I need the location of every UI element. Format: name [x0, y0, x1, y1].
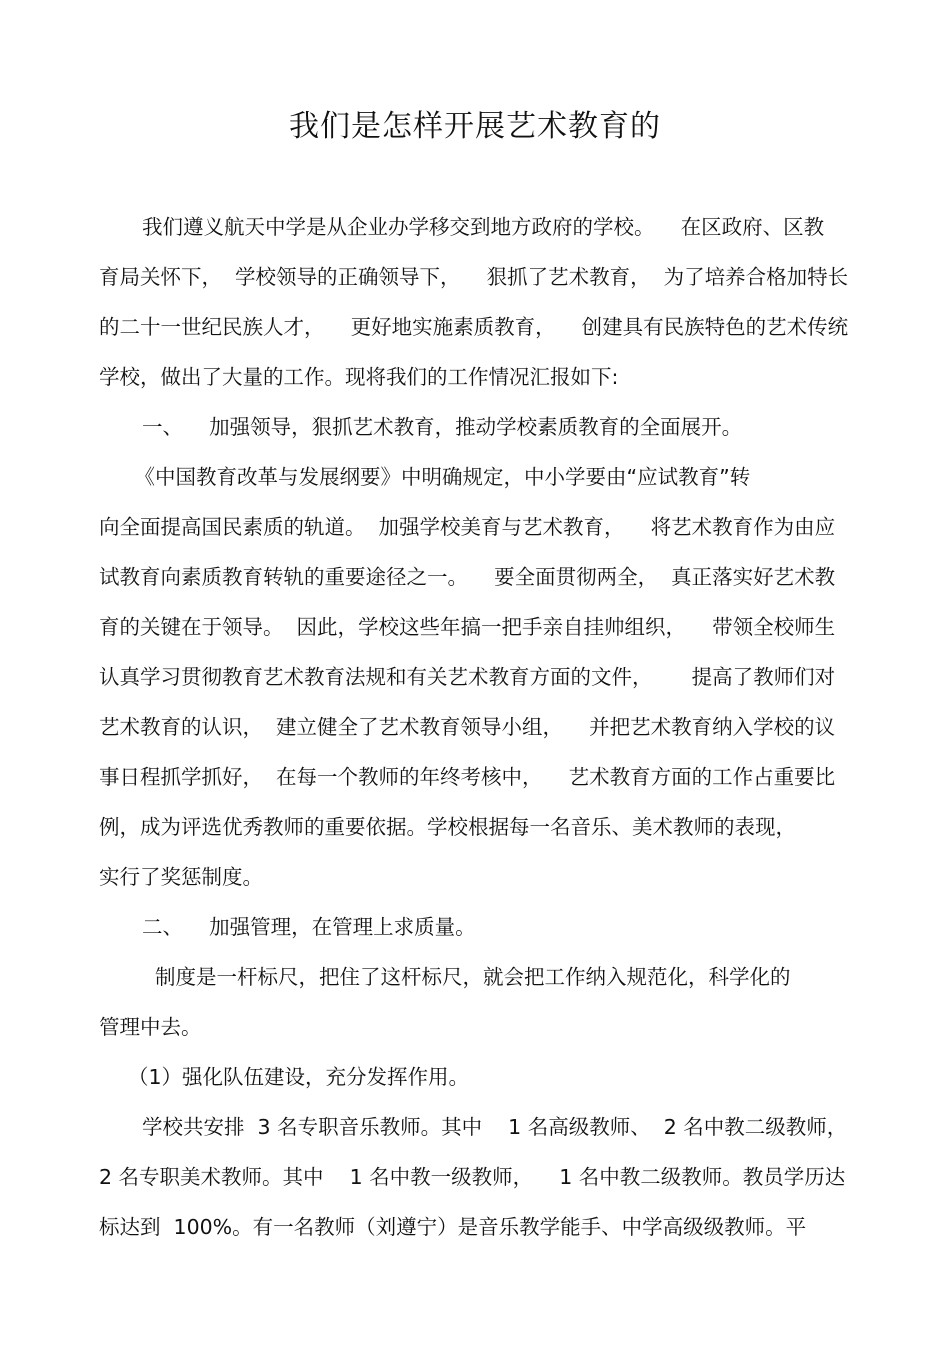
paragraph-line: 艺术教育的认识， 建立健全了艺术教育领导小组， 并把艺术教育纳入学校的议: [99, 715, 836, 739]
paragraph-line: 《中国教育改革与发展纲要》中明确规定，中小学要由“应试教育”转: [128, 465, 751, 489]
document-title: 我们是怎样开展艺术教育的: [289, 109, 661, 144]
paragraph-line: 认真学习贯彻教育艺术教育法规和有关艺术教育方面的文件， 提高了教师们对: [99, 665, 836, 689]
paragraph-line: 管理中去。: [99, 1015, 202, 1039]
paragraph-line: 的二十一世纪民族人才， 更好地实施素质教育， 创建具有民族特色的艺术传统: [99, 315, 849, 339]
paragraph-line: 向全面提高国民素质的轨道。 加强学校美育与艺术教育， 将艺术教育作为由应: [99, 515, 836, 539]
paragraph-line: 实行了奖惩制度。: [99, 865, 263, 889]
section-heading-1: 一、 加强领导，狠抓艺术教育，推动学校素质教育的全面展开。: [142, 415, 743, 439]
paragraph-line: 学校，做出了大量的工作。现将我们的工作情况汇报如下:: [99, 365, 619, 389]
paragraph-line: 2 名专职美术教师。其中 1 名中教一级教师， 1 名中教二级教师。教员学历达: [99, 1165, 846, 1189]
section-heading-2: 二、 加强管理，在管理上求质量。: [142, 915, 476, 939]
paragraph-line: 事日程抓学抓好， 在每一个教师的年终考核中， 艺术教育方面的工作占重要比: [99, 765, 836, 789]
subsection-heading: （1）强化队伍建设，充分发挥作用。: [128, 1065, 470, 1089]
paragraph-line: 试教育向素质教育转轨的重要途径之一。 要全面贯彻两全， 真正落实好艺术教: [99, 565, 836, 589]
paragraph-line: 学校共安排 3 名专职音乐教师。其中 1 名高级教师、 2 名中教二级教师，: [142, 1115, 848, 1139]
paragraph-line: 制度是一杆标尺，把住了这杆标尺，就会把工作纳入规范化，科学化的: [155, 965, 791, 989]
paragraph-line: 育局关怀下， 学校领导的正确领导下， 狠抓了艺术教育， 为了培养合格加特长: [99, 265, 849, 289]
paragraph-line: 我们遵义航天中学是从企业办学移交到地方政府的学校。 在区政府、区教: [142, 215, 825, 239]
paragraph-line: 例，成为评选优秀教师的重要依据。学校根据每一名音乐、美术教师的表现，: [99, 815, 796, 839]
paragraph-line: 标达到 100%。有一名教师（刘遵宁）是音乐教学能手、中学高级级教师。平: [99, 1215, 807, 1239]
paragraph-line: 育的关键在于领导。 因此，学校这些年搞一把手亲自挂帅组织， 带领全校师生: [99, 615, 836, 639]
